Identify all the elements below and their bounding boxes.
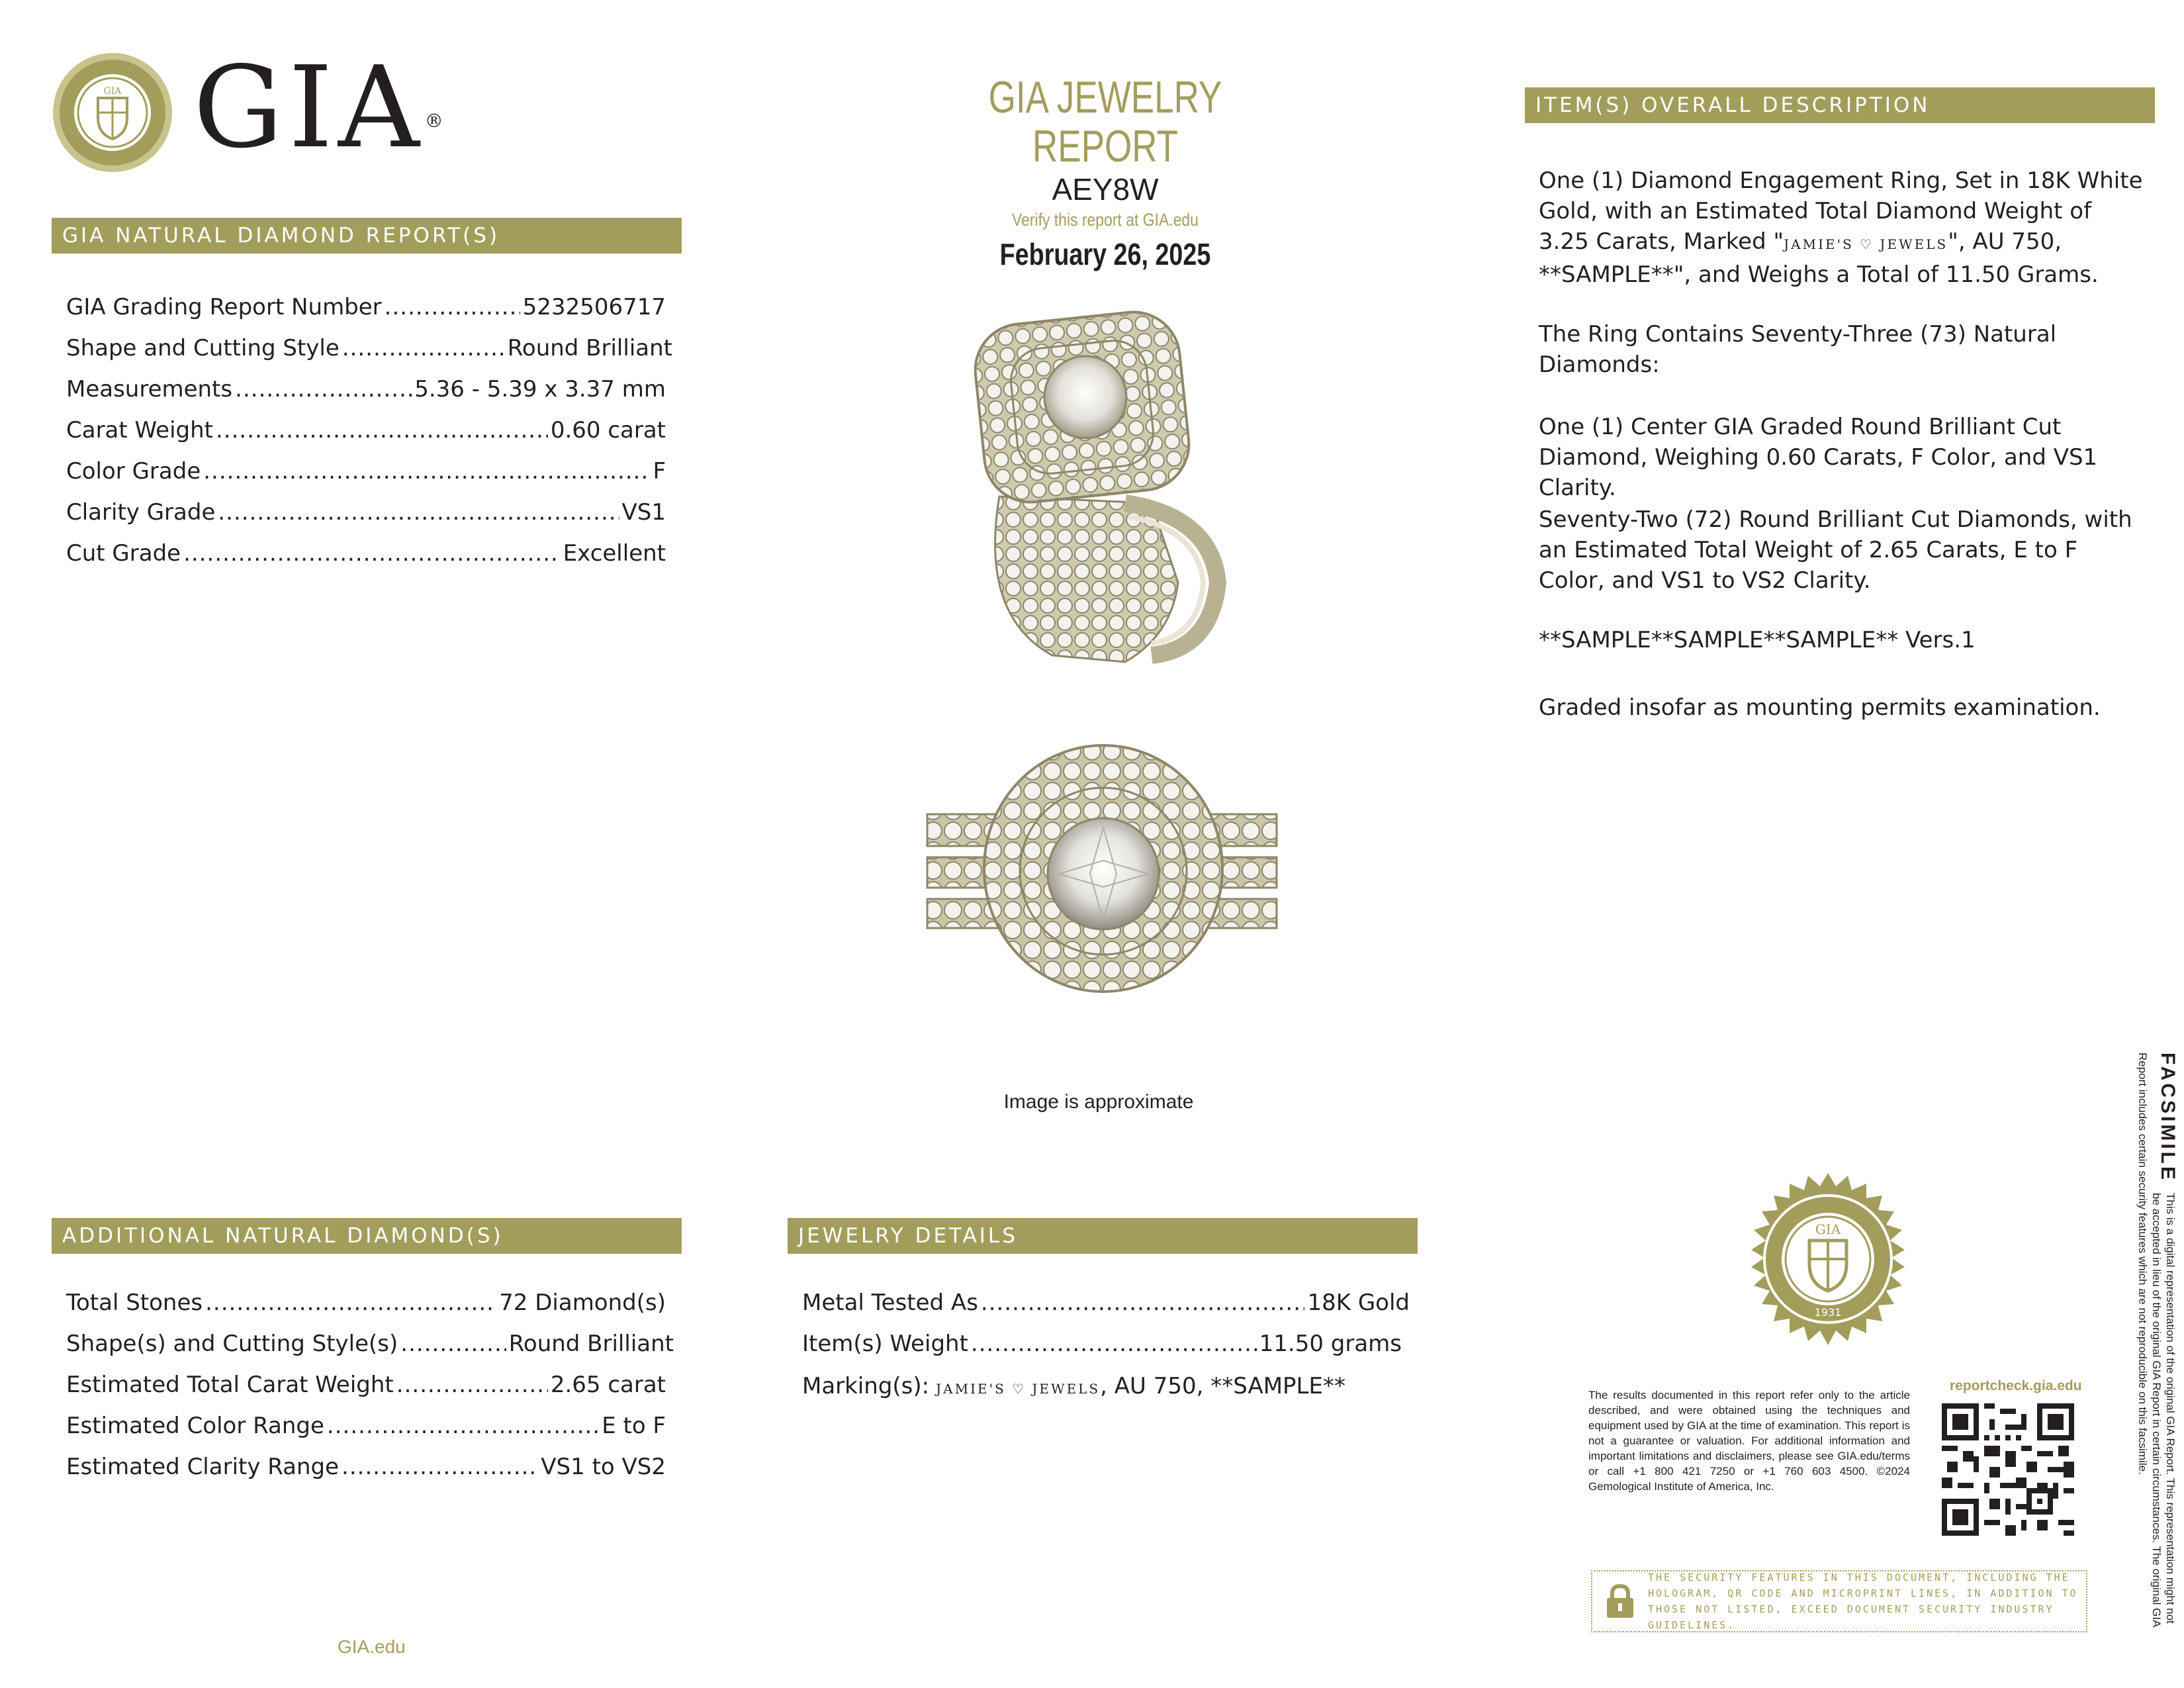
- table-row: [802, 1331, 1402, 1357]
- description-paragraph: Seventy-Two (72) Round Brilliant Cut Diamonds, with an Estimated Total Weight of 2.65 Carats, E to F Color, and VS1 to VS2 Clarity.: [1539, 506, 2132, 594]
- reportcheck-link[interactable]: reportcheck.gia.edu: [1950, 1378, 2082, 1393]
- gia-edu-link[interactable]: GIA.edu: [338, 1636, 406, 1657]
- image-caption: Image is approximate: [1003, 1091, 1194, 1113]
- row-value: 5232506717: [522, 294, 666, 320]
- row-label: Measurements: [66, 376, 233, 402]
- description-paragraph: **SAMPLE**SAMPLE**SAMPLE** Vers.1: [1539, 627, 1976, 653]
- table-row: [66, 417, 666, 444]
- facsimile-notice: [2136, 1053, 2177, 1635]
- jamies-jewels-mark: JAMIE'S ♡ JEWELS: [936, 1381, 1101, 1397]
- table-row: [66, 294, 666, 320]
- description-paragraph: One (1) Diamond Engagement Ring, Set in 18K White Gold, with an Estimated Total Diamond Weight of 3.25 Carats, Marked "JAMIE'S ♡ JEWELS", AU 750, **SAMPLE**", and Weighs a Total of 11.50 Grams.: [1539, 167, 2143, 288]
- row-label: Clarity Grade: [66, 499, 216, 526]
- row-label: GIA Grading Report Number: [66, 294, 382, 320]
- table-row: [802, 1373, 1345, 1399]
- ring-side-view-image: [953, 305, 1251, 669]
- row-label: Estimated Clarity Range: [66, 1454, 340, 1480]
- svg-text:GIA: GIA: [1815, 1221, 1841, 1237]
- row-value: 18K Gold: [1307, 1289, 1410, 1316]
- jamies-jewels-mark: JAMIE'S ♡ JEWELS: [1784, 236, 1948, 252]
- row-label: Estimated Total Carat Weight: [66, 1372, 394, 1398]
- natural-diamond-heading: GIA NATURAL DIAMOND REPORT(S): [52, 218, 682, 254]
- table-row: [66, 1372, 666, 1398]
- row-label: Total Stones: [66, 1289, 203, 1316]
- row-value: 5.36 - 5.39 x 3.37 mm: [414, 376, 666, 402]
- row-label: Metal Tested As: [802, 1289, 978, 1316]
- row-value: Round Brilliant: [507, 335, 672, 361]
- table-row: [66, 458, 666, 485]
- description-paragraph: One (1) Center GIA Graded Round Brilliant Cut Diamond, Weighing 0.60 Carats, F Color, and VS1 Clarity.: [1539, 414, 2098, 501]
- report-date: February 26, 2025: [999, 237, 1211, 271]
- registered-mark: ®: [424, 110, 449, 132]
- description-paragraph: The Ring Contains Seventy-Three (73) Natural Diamonds:: [1539, 321, 2057, 378]
- table-row: [66, 1331, 674, 1357]
- svg-text:1931: 1931: [1814, 1306, 1842, 1319]
- row-label: Shape and Cutting Style: [66, 335, 340, 361]
- row-value: VS1 to VS2: [541, 1454, 666, 1480]
- row-label: Color Grade: [66, 458, 201, 485]
- svg-text:GIA: GIA: [103, 86, 122, 97]
- ring-top-view-image: [923, 741, 1281, 1000]
- row-label: Item(s) Weight: [802, 1331, 968, 1357]
- facsimile-text: This is a digital representation of the original GIA Report. This representation might not be accepted in lieu of the original GIA Report in certain circumstances. The original GIA Report includes certain security features which are not reproducible on this facsimile.: [2136, 1053, 2177, 1627]
- row-value: Round Brilliant: [508, 1331, 674, 1357]
- table-row: [66, 1454, 666, 1480]
- row-value: , AU 750, **SAMPLE**: [1100, 1373, 1345, 1399]
- additional-diamonds-heading: ADDITIONAL NATURAL DIAMOND(S): [52, 1218, 682, 1254]
- disclaimer-text: The results documented in this report refer only to the article described, and were obtained using the techniques and equipment used by GIA at the time of examination. This report is not a guarantee or valuation. For additional information and important limitations and disclaimers, please see GIA.edu/terms or call +1 800 421 7250 or +1 760 603 4500. ©2024 Gemological Institute of America, Inc.: [1588, 1389, 1910, 1493]
- verify-link[interactable]: Verify this report at GIA.edu: [1012, 210, 1199, 230]
- table-row: [66, 1413, 666, 1439]
- row-label: Marking(s):: [802, 1373, 930, 1399]
- security-text: THE SECURITY FEATURES IN THIS DOCUMENT, INCLUDING THE HOLOGRAM, QR CODE AND MICROPRINT LINES, IN ADDITION TO THOSE NOT LISTED, EXCEED DOCUMENT SECURITY INDUSTRY GUIDELINES.: [1648, 1571, 2078, 1631]
- row-value: 11.50 grams: [1259, 1331, 1402, 1357]
- report-number: AEY8W: [1052, 172, 1159, 207]
- table-row: [66, 335, 672, 361]
- table-row: [66, 540, 666, 567]
- row-label: Estimated Color Range: [66, 1413, 324, 1439]
- row-value: F: [653, 458, 666, 485]
- lock-icon: [1592, 1583, 1648, 1619]
- description-paragraph: Graded insofar as mounting permits examination.: [1539, 694, 2101, 721]
- row-value: VS1: [621, 499, 666, 526]
- row-value: E to F: [602, 1413, 666, 1439]
- security-notice: [1591, 1570, 2087, 1632]
- gia-logo-text: GIA®: [193, 42, 449, 173]
- table-row: [66, 1289, 666, 1316]
- report-title: GIA JEWELRY REPORT: [988, 72, 1222, 171]
- row-value: 72 Diamond(s): [499, 1289, 666, 1316]
- row-label: Shape(s) and Cutting Style(s): [66, 1331, 398, 1357]
- row-label: Cut Grade: [66, 540, 181, 567]
- qr-code[interactable]: [1942, 1403, 2074, 1536]
- facsimile-title: FACSIMILE: [2157, 1053, 2179, 1183]
- gia-seal-emblem: [1741, 1172, 1915, 1346]
- row-label: Carat Weight: [66, 417, 213, 444]
- row-value: 0.60 carat: [550, 417, 666, 444]
- table-row: [66, 376, 666, 402]
- table-row: [66, 499, 666, 526]
- overall-description-heading: ITEM(S) OVERALL DESCRIPTION: [1525, 87, 2155, 123]
- row-value: 2.65 carat: [550, 1372, 666, 1398]
- row-value: Excellent: [563, 540, 666, 567]
- gia-seal-logo: [52, 52, 173, 173]
- table-row: [802, 1289, 1410, 1316]
- jewelry-details-heading: JEWELRY DETAILS: [788, 1218, 1418, 1254]
